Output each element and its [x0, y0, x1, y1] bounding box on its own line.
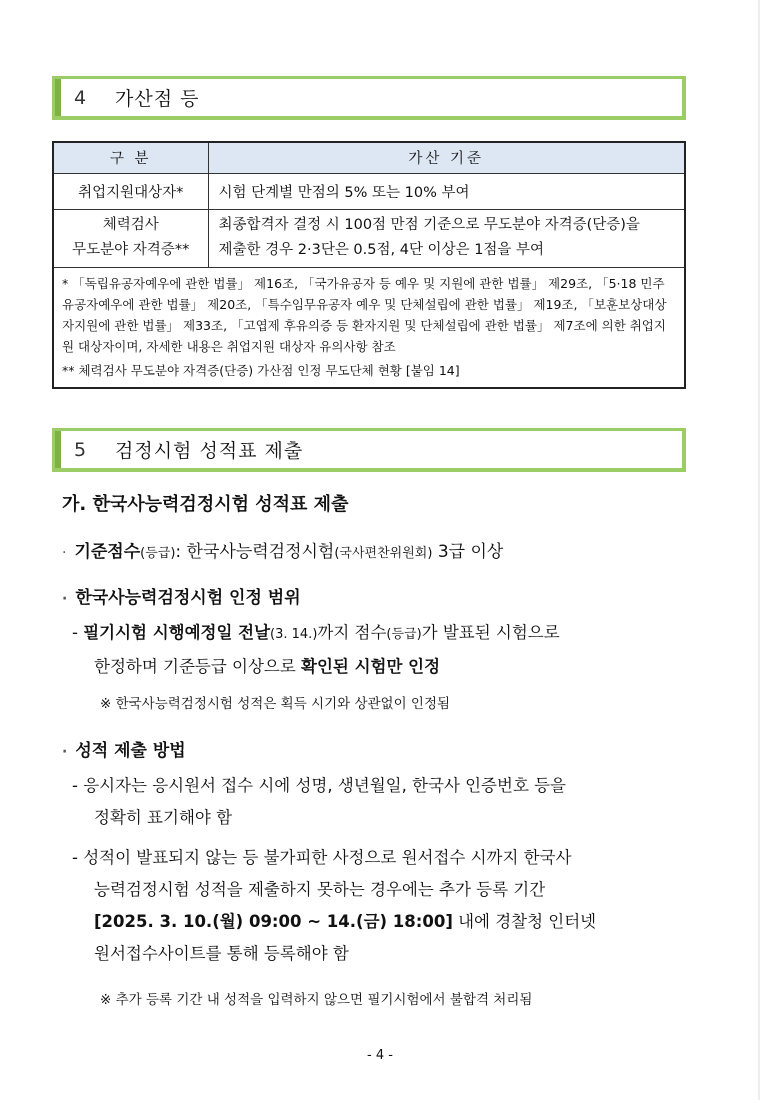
table-header-category: 구 분 [53, 142, 208, 173]
section-number: 5 [55, 431, 99, 468]
section-number: 4 [55, 79, 99, 116]
row-label: 취업지원대상자* [53, 173, 208, 209]
recognition-detail: - 필기시험 시행예정일 전날(3. 14.)까지 점수(등급)가 발표된 시험으로 한정하며 기준등급 이상으로 확인된 시험만 인정 [72, 623, 560, 676]
section-title: 검정시험 성적표 제출 [115, 440, 304, 462]
section-4-header [52, 76, 686, 120]
table-footnote: * 「독립유공자예우에 관한 법률」 제16조, 「국가유공자 등 예우 및 지원에 관한 법률」 제29조, 「5·18 민주유공자예우에 관한 법률」 제20조, 「특수임무유공자 예우 및 단체설립에 관한 법률」 제19조, 「보훈보상대상자지원에 관한 법률」 제33조, 「고엽제 후유의증 등 환자지원 및 단체설립에 관한 법률」 제7조에 의한 취업지원 대상자이며, 자세한 내용은 취업지원 대상자 유의사항 참조 ** 체력검사 무도분야 자격증(단증) 가산점 인정 무도단체 현황 [붙임 14] [53, 267, 685, 388]
reference-note: ※ 추가 등록 기간 내 성적을 입력하지 않으면 필기시험에서 불합격 처리됨 [100, 992, 533, 1008]
bullet-recognition-range: · 한국사능력검정시험 인정 범위 [62, 588, 301, 608]
page-number: - 4 - [367, 1048, 393, 1063]
row-label: 체력검사 무도분야 자격증** [53, 209, 208, 267]
section-5-header [52, 428, 686, 472]
table-row [53, 173, 685, 209]
table-header-criteria: 가산 기준 [208, 142, 685, 173]
submission-detail-1: - 응시자는 응시원서 접수 시에 성명, 생년월일, 한국사 인증번호 등을 정확히 표기해야 함 [72, 776, 567, 827]
bullet-submission-method: · 성적 제출 방법 [62, 741, 186, 761]
table-row [53, 209, 685, 267]
bullet-standard-score: · 기준점수(등급): 한국사능력검정시험(국사편찬위원회) 3급 이상 [62, 542, 504, 562]
reference-note: ※ 한국사능력검정시험 성적은 획득 시기와 상관없이 인정됨 [100, 696, 451, 712]
bonus-points-table [52, 141, 686, 389]
section-title: 가산점 등 [115, 88, 200, 110]
row-value: 최종합격자 결정 시 100점 만점 기준으로 무도분야 자격증(단증)을 제출한 경우 2·3단은 0.5점, 4단 이상은 1점을 부여 [208, 209, 685, 267]
subheading: 가. 한국사능력검정시험 성적표 제출 [62, 494, 349, 515]
row-value: 시험 단계별 만점의 5% 또는 10% 부여 [208, 173, 685, 209]
submission-detail-2: - 성적이 발표되지 않는 등 불가피한 사정으로 원서접수 시까지 한국사 능력검정시험 성적을 제출하지 못하는 경우에는 추가 등록 기간 [2025. 3. 10.(월) 09:00 ~ 14.(금) 18:00] 내에 경찰청 인터넷 원서접수사이트를 통해 등록해야 함 [72, 848, 597, 963]
